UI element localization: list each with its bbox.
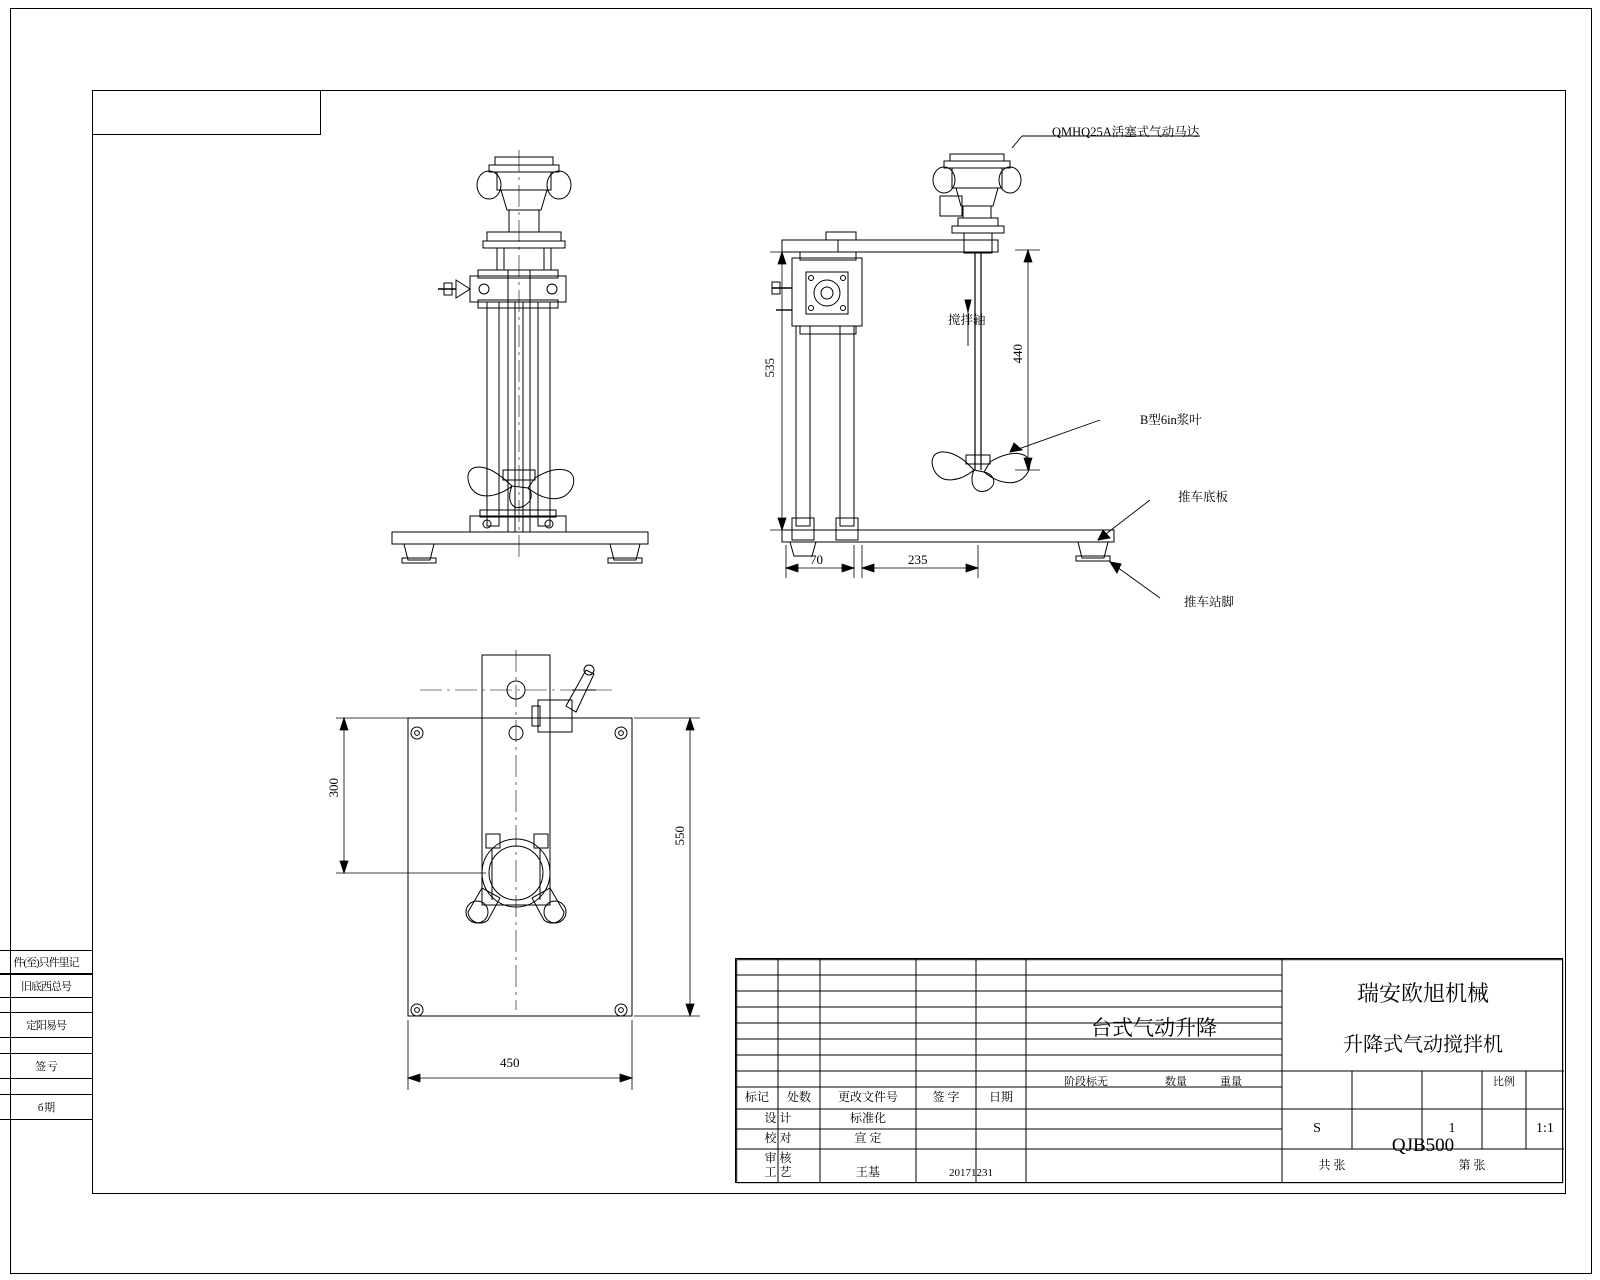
signature-role: 审 核 [764, 1151, 792, 1166]
side-view-assembly [772, 154, 1114, 561]
plan-view-assembly [408, 650, 632, 1016]
left-stub-row: 定阳易号 [0, 1012, 92, 1038]
rev-header-cell: 处数 [786, 1090, 811, 1105]
model-code: QJB500 [1391, 1134, 1455, 1156]
signature-extra: 标准化 [849, 1111, 886, 1126]
sheet-number: 第 张 [1458, 1158, 1486, 1173]
signature-date: 20171231 [949, 1166, 993, 1179]
dimension-450: 450 [500, 1055, 520, 1070]
title-block [735, 958, 1563, 1183]
rev-header-cell: 更改文件号 [837, 1090, 898, 1105]
rev-header-cell: 日期 [988, 1090, 1013, 1105]
spec-value-stage: S [1313, 1121, 1321, 1137]
rev-header-cell: 标记 [744, 1090, 769, 1105]
left-stub-row: 签 亏 [0, 1053, 92, 1079]
spec-value-qty: 1 [1448, 1121, 1456, 1137]
spec-header-cell: 比例 [1493, 1075, 1515, 1088]
annotation-base-plate: 推车底板 [1178, 490, 1229, 504]
annotation-foot: 推车站脚 [1184, 595, 1235, 609]
dimension-70: 70 [810, 552, 823, 567]
signature-role: 工 艺 [764, 1165, 792, 1180]
dimension-550: 550 [672, 826, 687, 846]
signature-extra: 王基 [855, 1165, 880, 1180]
dimension-235: 235 [908, 552, 928, 567]
left-stub-row: б 期 [0, 1094, 92, 1120]
annotation-shaft: 搅拌轴 [948, 313, 986, 327]
left-stub-row: 旧底西总号 [0, 974, 92, 998]
drawing-name: 台式气动升降 [1091, 1016, 1217, 1041]
spec-header-cell: 重量 [1220, 1075, 1242, 1088]
left-stub-row: 件(至)只件里记 [0, 950, 92, 974]
company-name: 瑞安欧旭机械 [1356, 980, 1489, 1006]
sheet-total: 共 张 [1318, 1158, 1346, 1173]
front-view-assembly [392, 150, 648, 563]
product-name: 升降式气动搅拌机 [1343, 1034, 1503, 1056]
spec-header-cell: 数量 [1165, 1075, 1187, 1088]
annotation-impeller: B型6in浆叶 [1140, 413, 1202, 427]
spec-value-scale: 1:1 [1536, 1121, 1554, 1137]
rev-header-cell: 签 字 [932, 1090, 960, 1105]
signature-role: 设 计 [764, 1111, 792, 1126]
signature-role: 校 对 [764, 1131, 792, 1146]
annotation-motor: QMHQ25A活塞式气动马达 [1052, 125, 1200, 139]
dimension-300: 300 [326, 778, 341, 798]
signature-extra: 宣 定 [854, 1131, 882, 1146]
spec-header-cell: 阶段标无 [1064, 1075, 1108, 1088]
dimension-535: 535 [762, 358, 777, 378]
dimension-440: 440 [1010, 344, 1025, 364]
